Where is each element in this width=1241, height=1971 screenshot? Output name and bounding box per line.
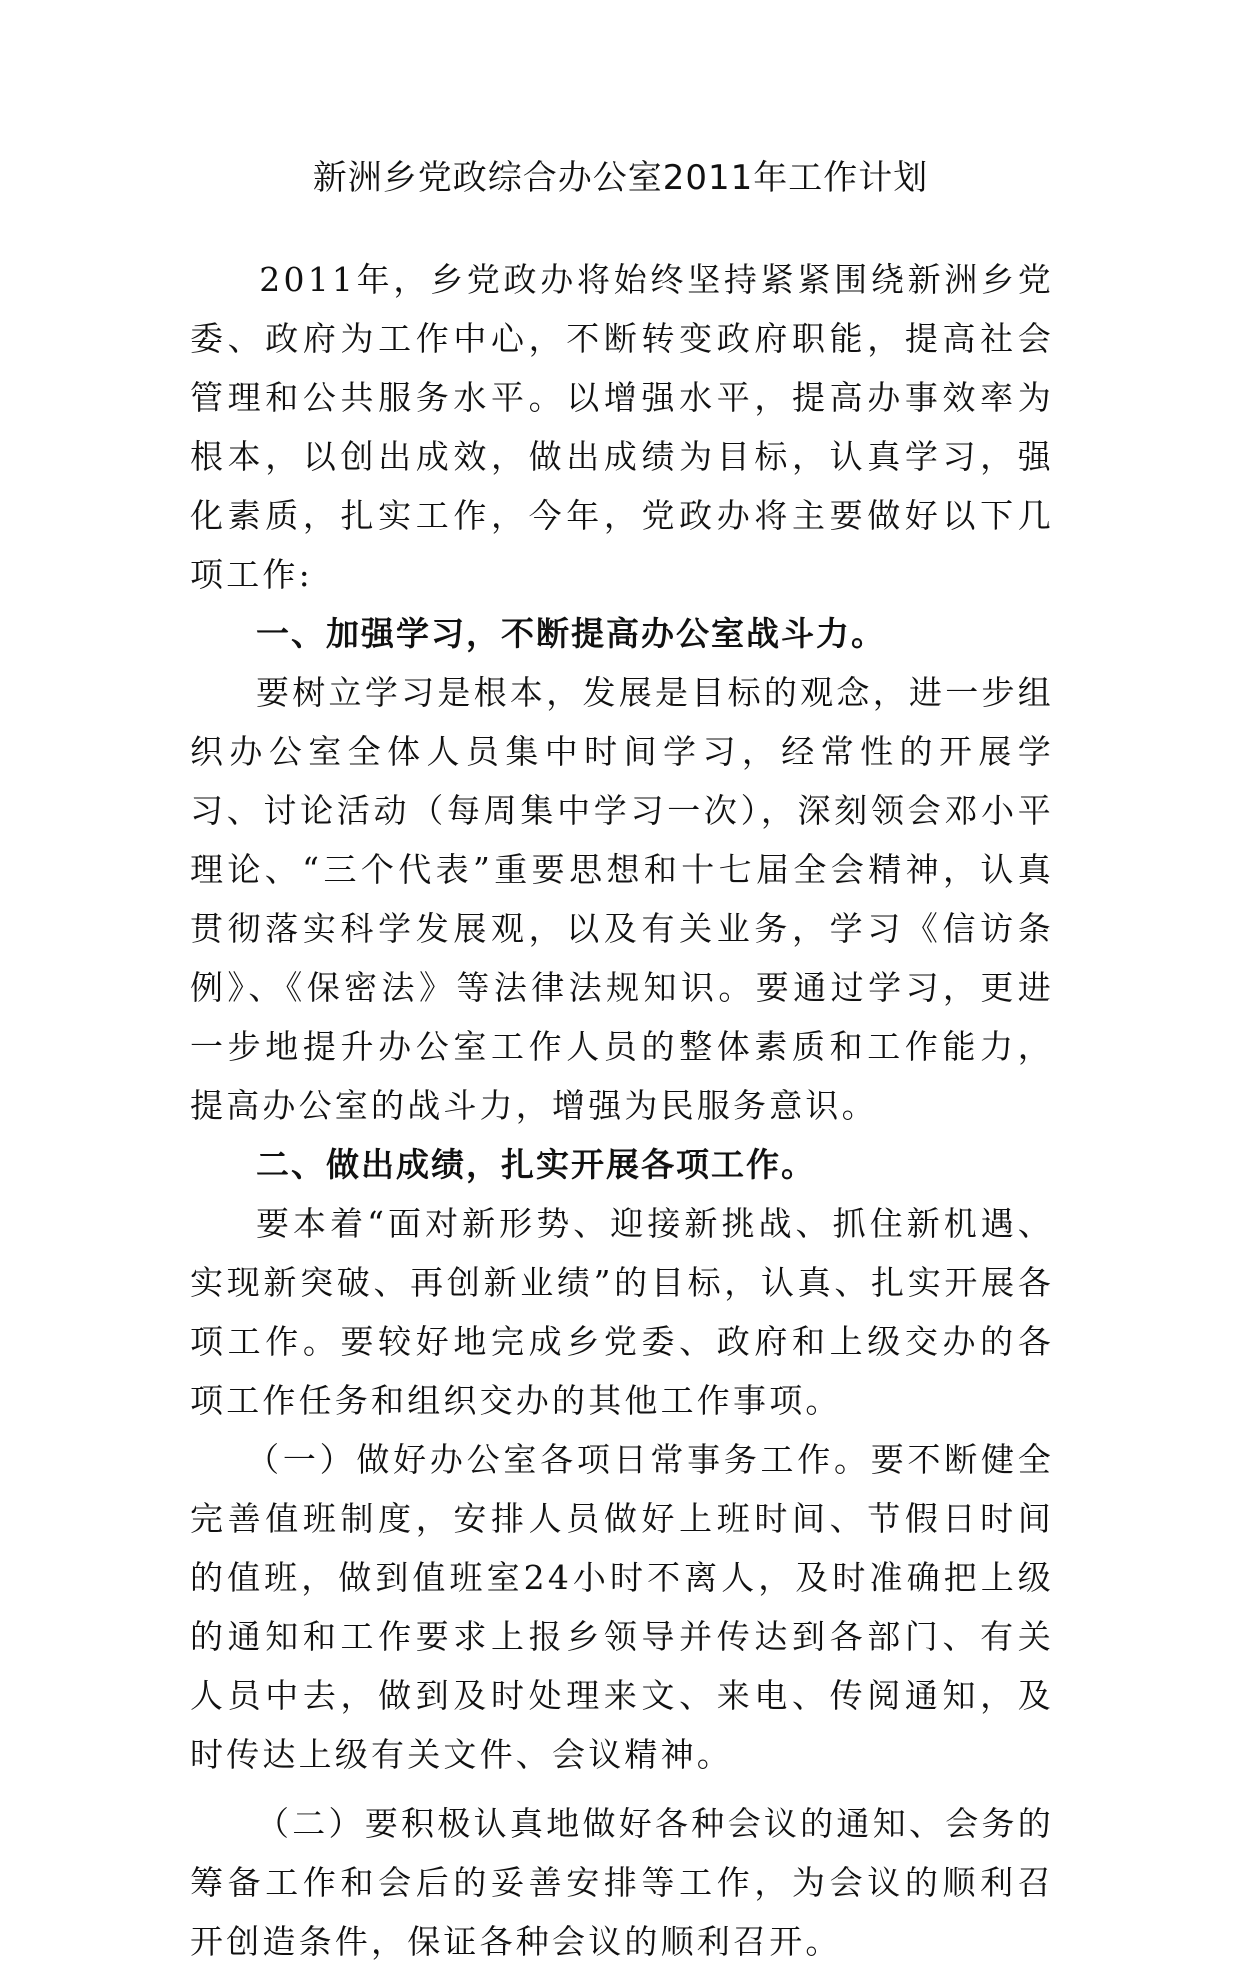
section-2-paragraph: 要本着“面对新形势、迎接新挑战、抓住新机遇、实现新突破、再创新业绩”的目标，认真、扎实开展各项工作。要较好地完成乡党委、政府和上级交办的各项工作任务和组织交办的其他工作事项。 xyxy=(190,1204,1054,1420)
section-1-paragraph: 要树立学习是根本，发展是目标的观念，进一步组织办公室全体人员集中时间学习，经常性的开展学习、讨论活动（每周集中学习一次），深刻领会邓小平理论、“三个代表”重要思想和十七届全会精神，认真贯彻落实科学发展观，以及有关业务，学习《信访条例》、《保密法》等法律法规知识。要通过学习，更进一步地提升办公室工作人员的整体素质和工作能力，提高办公室的战斗力，增强为民服务意识。 xyxy=(190,673,1054,1125)
section-1-heading: 一、加强学习，不断提高办公室战斗力。 xyxy=(256,614,886,653)
document-body xyxy=(190,250,1054,1971)
document-title: 新洲乡党政综合办公室2011年工作计划 xyxy=(312,158,929,198)
section-2-item-1: （一）做好办公室各项日常事务工作。要不断健全完善值班制度，安排人员做好上班时间、节假日时间的值班，做到值班室24小时不离人，及时准确把上级的通知和工作要求上报乡领导并传达到各部门、有关人员中去，做到及时处理来文、来电、传阅通知，及时传达上级有关文件、会议精神。 xyxy=(190,1440,1054,1774)
intro-paragraph: 2011年，乡党政办将始终坚持紧紧围绕新洲乡党委、政府为工作中心，不断转变政府职能，提高社会管理和公共服务水平。以增强水平，提高办事效率为根本，以创出成效，做出成绩为目标，认真学习，强化素质，扎实工作，今年，党政办将主要做好以下几项工作: xyxy=(190,260,1054,594)
section-2-heading: 二、做出成绩，扎实开展各项工作。 xyxy=(256,1145,816,1184)
paragraph-gap xyxy=(190,1784,1054,1794)
section-2-item-2: （二）要积极认真地做好各种会议的通知、会务的筹备工作和会后的妥善安排等工作，为会议的顺利召开创造条件，保证各种会议的顺利召开。 xyxy=(190,1804,1054,1961)
